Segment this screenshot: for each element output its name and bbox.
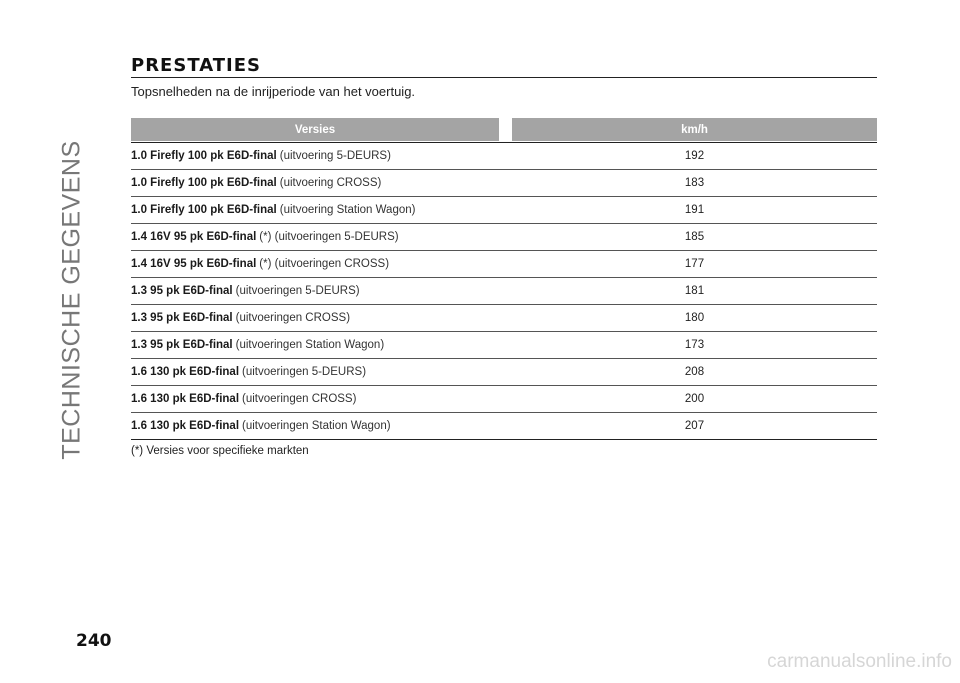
cell-version (131, 285, 499, 297)
version-variant: (uitvoeringen CROSS) (242, 393, 357, 405)
cell-version (131, 204, 499, 216)
table-header (131, 118, 877, 141)
cell-version (131, 312, 499, 324)
cell-kmh: 180 (684, 312, 705, 324)
cell-kmh: 173 (684, 339, 705, 351)
table-row (131, 170, 877, 197)
section-title: PRESTATIES (131, 55, 261, 76)
cell-kmh: 192 (684, 150, 705, 162)
cell-kmh: 177 (684, 258, 705, 270)
version-variant: (uitvoeringen CROSS) (235, 312, 351, 324)
intro-text: Topsnelheden na de inrijperiode van het voertuig. (131, 84, 416, 99)
version-model: 1.6 130 pk E6D-final (131, 393, 240, 405)
table-row (131, 332, 877, 359)
version-variant: (uitvoeringen Station Wagon) (235, 339, 385, 351)
version-model: 1.0 Firefly 100 pk E6D-final (131, 150, 277, 162)
version-model: 1.6 130 pk E6D-final (131, 420, 240, 432)
version-variant: (uitvoeringen 5-DEURS) (242, 366, 367, 378)
cell-version (131, 258, 499, 270)
cell-kmh: 208 (684, 366, 705, 378)
cell-kmh: 200 (684, 393, 705, 405)
version-variant: (uitvoering CROSS) (279, 177, 382, 189)
table-row (131, 359, 877, 386)
cell-kmh: 181 (684, 285, 705, 297)
version-variant: (uitvoering 5-DEURS) (279, 150, 391, 162)
version-model: 1.4 16V 95 pk E6D-final (131, 231, 257, 243)
table-row (131, 305, 877, 332)
table-row (131, 224, 877, 251)
table-row (131, 197, 877, 224)
header-versions: Versies (131, 118, 499, 141)
table-row (131, 143, 877, 170)
version-model: 1.3 95 pk E6D-final (131, 312, 233, 324)
table-row (131, 278, 877, 305)
title-divider (131, 77, 877, 78)
table-row (131, 413, 877, 440)
cell-kmh: 185 (684, 231, 705, 243)
cell-version (131, 150, 499, 162)
version-model: 1.4 16V 95 pk E6D-final (131, 258, 257, 270)
version-model: 1.3 95 pk E6D-final (131, 339, 233, 351)
cell-version (131, 420, 499, 432)
version-model: 1.0 Firefly 100 pk E6D-final (131, 177, 277, 189)
cell-version (131, 177, 499, 189)
version-variant: (uitvoering Station Wagon) (279, 204, 416, 216)
cell-kmh: 191 (684, 204, 705, 216)
footnote: (*) Versies voor specifieke markten (131, 445, 309, 457)
cell-version (131, 231, 499, 243)
version-variant: (*) (uitvoeringen CROSS) (259, 258, 390, 270)
version-variant: (*) (uitvoeringen 5-DEURS) (259, 231, 399, 243)
page-number: 240 (76, 631, 112, 651)
version-model: 1.3 95 pk E6D-final (131, 285, 233, 297)
cell-kmh: 183 (684, 177, 705, 189)
version-model: 1.0 Firefly 100 pk E6D-final (131, 204, 277, 216)
cell-kmh: 207 (684, 420, 705, 432)
table-body (131, 143, 877, 440)
version-model: 1.6 130 pk E6D-final (131, 366, 240, 378)
table-row (131, 386, 877, 413)
cell-version (131, 393, 499, 405)
watermark: carmanualsonline.info (767, 651, 952, 672)
cell-version (131, 339, 499, 351)
table-row (131, 251, 877, 278)
version-variant: (uitvoeringen 5-DEURS) (235, 285, 360, 297)
performance-table (131, 118, 877, 440)
header-kmh: km/h (512, 118, 877, 141)
version-variant: (uitvoeringen Station Wagon) (242, 420, 391, 432)
cell-version (131, 366, 499, 378)
side-chapter-title-text: TECHNISCHE GEGEVENS (57, 140, 86, 460)
